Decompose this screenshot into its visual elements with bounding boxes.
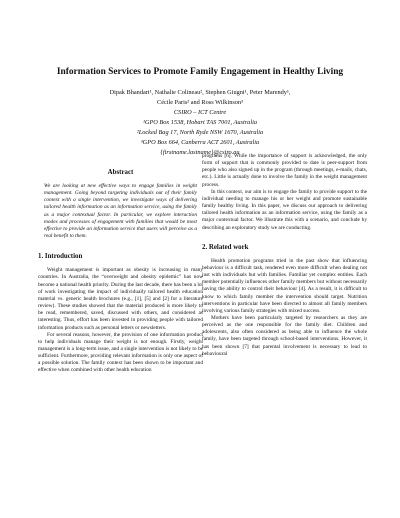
intro-paragraph-1: Weight management is important as obesity is increasing in many countries. In Australia, the “overweight and obesity epidemic” has now become a national health priority. During the last decade, there has been a lot of work investigating the impact of individually tailored health education material vs. generic health brochures (e.g., [1], [5] and [2] for a literature review). These studies showed that the material produced is more likely to be read, remembered, saved, discussed with others, and considered as interesting. Thus, effort has been invested in providing people with tailored information products such as personal letters or newsletters. xyxy=(38,267,203,331)
introduction-heading: 1. Introduction xyxy=(38,253,83,261)
author-email: {firstname.lastname}@csiro.au xyxy=(160,149,240,156)
abstract-text: We are looking at new effective ways to engage families in weight management. Going beyond targeting individuals out of their family context with a single intervention, we investigate ways of delivering tailored health information as an information service, using the family as a major contextual factor. In particular, we explore interaction modes and processes of engagement with families that would be most effective to provide an information service that users will perceive as a real benefit to them. xyxy=(44,183,197,240)
paper-title: Information Services to Promote Family Engagement in Healthy Living xyxy=(56,67,344,77)
related-paragraph-2: Mothers have been particularly targeted by researchers as they are perceived as the one responsible for the family diet. Children and adolescents, also often considered as being able to influence the whole family, have been targeted through school-based interventions. However, it has been shown [7] that parental involvement is necessary to lead to behavioural xyxy=(202,314,367,357)
authors-line-2: Cécile Paris² and Ross Wilkinson³ xyxy=(157,99,243,106)
author-block xyxy=(40,88,360,158)
affiliation-1: ¹GPO Box 1538, Hobart TAS 7001, Australia xyxy=(143,119,257,126)
intro-paragraph-2: For several reasons, however, the provision of one information product to help individuals manage their weight is not enough. Firstly, weight management is a long-term issue, and a single intervention is not likely to be sufficient. Furthermore, providing relevant information is only one aspect of a possible solution. The family context has been shown to be important and effective when combined with other health education xyxy=(38,331,203,374)
related-work-heading: 2. Related work xyxy=(202,243,249,251)
affiliation-3: ³GPO Box 664, Canberra ACT 2601, Australia xyxy=(140,139,260,146)
right-column xyxy=(202,153,367,358)
affiliation-org: CSIRO – ICT Centre xyxy=(173,109,227,116)
authors-line-1: Dipak Bhandari¹, Nathalie Colineau², Stephen Giugni¹, Peter Marendy¹, xyxy=(109,89,291,96)
abstract-heading: Abstract xyxy=(107,169,134,176)
related-paragraph-1: Health promotion programs tried in the past show that influencing behaviour is a difficult task, rendered even more difficult when dealing not just with individuals but with families. Familiar yet complex entities. Each member potentially influences other family members but without necessarily having the ability to control their behaviour [4]. As a result, it is difficult to know to which family member the intervention should target. Nutrition interventions in particular have been directed to almost all family members involving various family strategies with mixed success. xyxy=(202,257,367,314)
right-paragraph-1: programs [6]. While the importance of support is acknowledged, the only form of support that is commonly provided to date is peer-support from people who also signed up in the program (through meetings, e-mails, chats, etc.). Little is actually done to involve the family in the weight management process. xyxy=(202,153,367,188)
affiliation-2: ²Locked Bag 17, North Ryde NSW 1670, Australia xyxy=(136,129,264,136)
left-column xyxy=(38,168,203,375)
right-paragraph-2: In this context, our aim is to engage the family to provide support to the individual needing to manage his or her weight and promote sustainable family healthy living. In this paper, we discuss our approach to delivering tailored health information as an information service, using the family as a major contextual factor. We illustrate this with a scenario, and conclude by describing an exploratory study we are conducting. xyxy=(202,188,367,231)
